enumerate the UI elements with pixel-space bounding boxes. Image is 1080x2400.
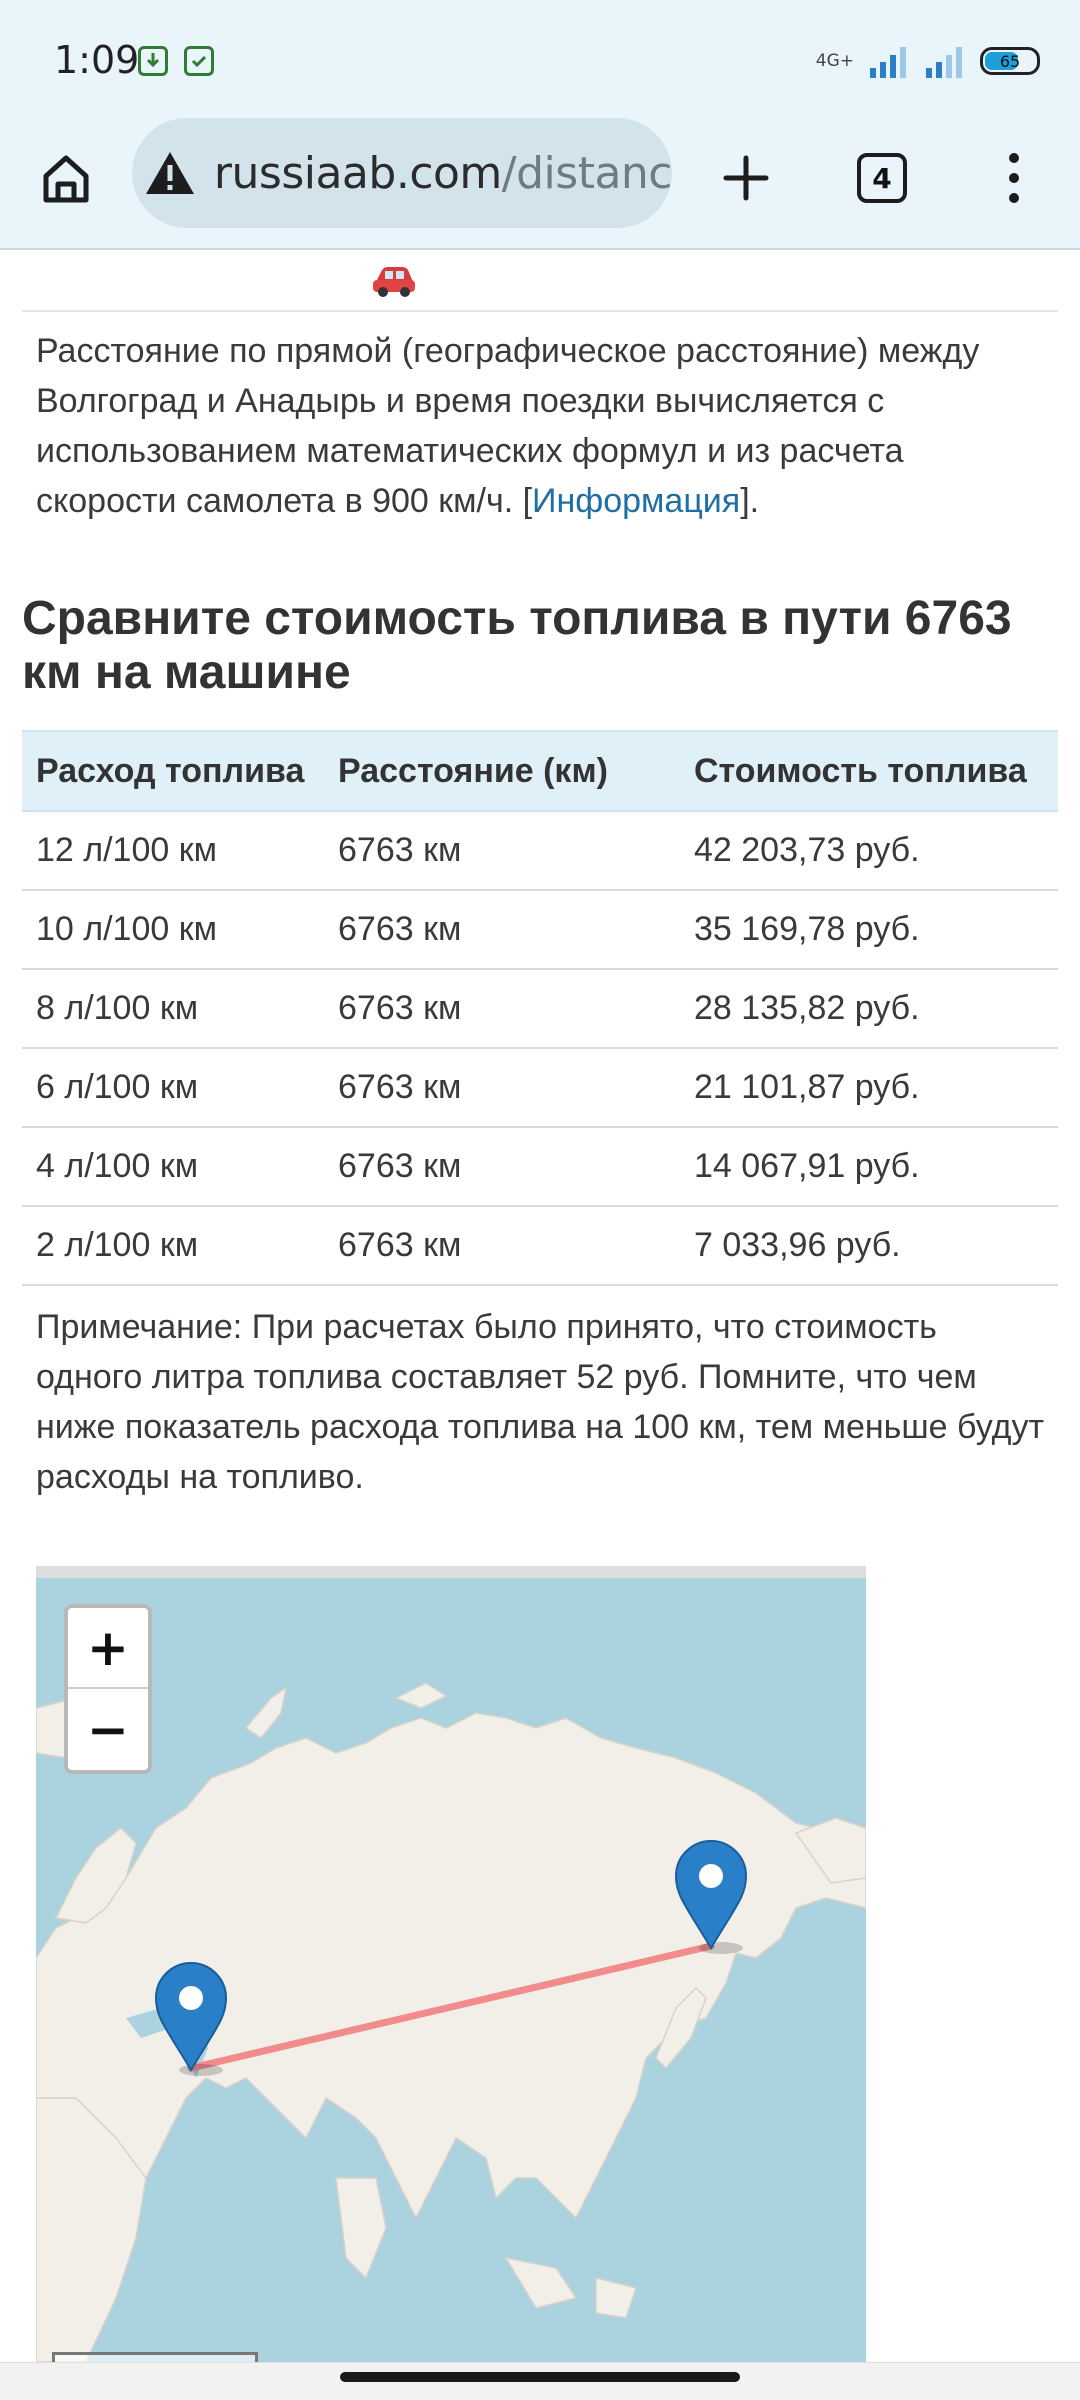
header-fuel-consumption: Расход топлива: [22, 731, 324, 811]
home-button[interactable]: [30, 142, 102, 214]
map-scale-bar: [52, 2352, 258, 2362]
shield-notification-icon: [184, 46, 214, 76]
distance-info-paragraph: [36, 326, 1046, 526]
info-text: Расстояние по прямой (географическое расстояние) между Волгоград и Анадырь и время поездки вычисляется с использованием математических формул и из расчета скорости самолета в 900 км/ч. [: [36, 332, 980, 520]
gesture-nav-handle[interactable]: [340, 2372, 740, 2382]
notification-icons: [138, 46, 214, 76]
status-time: 1:09: [54, 38, 140, 82]
signal-icon-2: [924, 44, 966, 78]
battery-icon: [980, 47, 1040, 75]
cell-cost: 7 033,96 руб.: [680, 1206, 1058, 1285]
cell-distance: 6763 км: [324, 890, 680, 969]
home-icon: [38, 150, 94, 206]
cell-distance: 6763 км: [324, 1127, 680, 1206]
cell-cost: 21 101,87 руб.: [680, 1048, 1058, 1127]
cell-distance: 6763 км: [324, 1048, 680, 1127]
cell-cost: 42 203,73 руб.: [680, 811, 1058, 890]
cell-cost: 35 169,78 руб.: [680, 890, 1058, 969]
cell-consumption: 2 л/100 км: [22, 1206, 324, 1285]
header-fuel-cost: Стоимость топлива: [680, 731, 1058, 811]
cell-consumption: 12 л/100 км: [22, 811, 324, 890]
table-row: [22, 811, 1058, 890]
zoom-in-button[interactable]: +: [68, 1608, 148, 1689]
status-right-group: [816, 44, 1040, 78]
battery-percent: 65: [999, 51, 1021, 71]
warning-icon[interactable]: [142, 135, 198, 211]
url-path: /distanc: [501, 147, 672, 199]
url-domain: russiaab.com: [213, 147, 502, 199]
land-india: [336, 2178, 386, 2278]
land-novaya-zemlya: [246, 1688, 286, 1738]
cell-consumption: 8 л/100 км: [22, 969, 324, 1048]
table-row: [22, 890, 1058, 969]
address-bar[interactable]: [132, 118, 672, 228]
new-tab-button[interactable]: [710, 142, 782, 214]
signal-icon: [868, 44, 910, 78]
table-row: [22, 1206, 1058, 1285]
cell-distance: 6763 км: [324, 969, 680, 1048]
tabs-button[interactable]: [846, 142, 918, 214]
route-map[interactable]: [36, 1566, 866, 2362]
info-tail: ].: [740, 482, 760, 520]
cell-distance: 6763 км: [324, 811, 680, 890]
tabs-icon: 4: [857, 153, 907, 203]
land-arctic-island: [396, 1683, 446, 1708]
table-row: [22, 1127, 1058, 1206]
zoom-control: [64, 1604, 152, 1774]
cell-consumption: 10 л/100 км: [22, 890, 324, 969]
plus-icon: [721, 153, 771, 203]
fuel-cost-heading: Сравните стоимость топлива в пути 6763 км на машине: [22, 592, 1012, 699]
download-notification-icon: [138, 46, 168, 76]
header-distance: Расстояние (км): [324, 731, 680, 811]
fuel-cost-table: [22, 730, 1058, 1286]
status-bar: [0, 0, 1080, 110]
cell-distance: 6763 км: [324, 1206, 680, 1285]
menu-icon: [1004, 150, 1024, 206]
page-content: [0, 252, 1080, 2362]
table-header-row: [22, 731, 1058, 811]
zoom-out-button[interactable]: −: [87, 1700, 129, 1759]
network-type: 4G+: [815, 51, 854, 71]
info-link[interactable]: Информация: [532, 482, 741, 520]
cell-consumption: 4 л/100 км: [22, 1127, 324, 1206]
menu-button[interactable]: [978, 142, 1050, 214]
table-row: [22, 1048, 1058, 1127]
table-row: [22, 969, 1058, 1048]
car-icon: [370, 260, 418, 300]
travel-mode-row: [22, 252, 1058, 312]
browser-toolbar: [0, 110, 1080, 250]
url-text[interactable]: [214, 148, 672, 199]
land-islands: [506, 2258, 636, 2318]
fuel-note: Примечание: При расчетах было принято, что стоимость одного литра топлива составляет 52 руб. Помните, что чем ниже показатель расхода топлива на 100 км, тем меньше будут расходы на топливо.: [36, 1308, 1045, 1496]
map-tiles[interactable]: [36, 1578, 866, 2362]
cell-cost: 14 067,91 руб.: [680, 1127, 1058, 1206]
cell-consumption: 6 л/100 км: [22, 1048, 324, 1127]
cell-cost: 28 135,82 руб.: [680, 969, 1058, 1048]
